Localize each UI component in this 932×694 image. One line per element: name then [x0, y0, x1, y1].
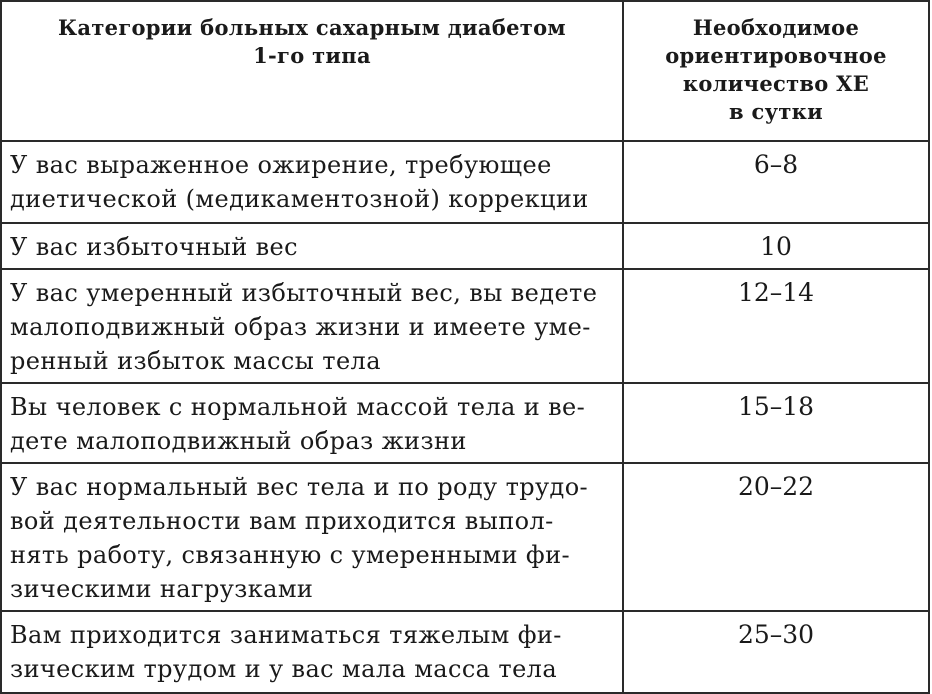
table-row [1, 383, 929, 463]
header-category-line: Категории больных сахарным диабетом [58, 15, 566, 40]
category-line: У вас избыточный вес [10, 233, 298, 261]
category-line: У вас выраженное ожирение, требующее [10, 151, 552, 179]
category-line: зическими нагрузками [10, 575, 314, 603]
category-cell [1, 223, 623, 269]
value-cell: 6–8 [623, 141, 929, 223]
header-amount-line: ориентировочное [665, 43, 887, 68]
category-cell [1, 141, 623, 223]
header-amount [623, 1, 929, 141]
category-line: дете малоподвижный образ жизни [10, 427, 467, 455]
value-cell: 25–30 [623, 611, 929, 693]
value-cell: 20–22 [623, 463, 929, 611]
value-cell: 12–14 [623, 269, 929, 383]
category-line: Вы человек с нормальной массой тела и ве- [10, 393, 586, 421]
category-line: У вас умеренный избыточный вес, вы ведете [10, 279, 598, 307]
table-row [1, 269, 929, 383]
value-cell: 10 [623, 223, 929, 269]
category-cell [1, 463, 623, 611]
table-row [1, 223, 929, 269]
category-cell [1, 269, 623, 383]
table-row [1, 611, 929, 693]
value-cell: 15–18 [623, 383, 929, 463]
table-row [1, 141, 929, 223]
category-line: У вас нормальный вес тела и по роду трудо- [10, 473, 589, 501]
category-line: вой деятельности вам приходится выпол- [10, 507, 554, 535]
header-category-line: 1-го типа [253, 43, 371, 68]
header-amount-line: количество ХЕ [682, 71, 870, 96]
category-line: ренный избыток массы тела [10, 347, 381, 375]
category-cell [1, 611, 623, 693]
category-line: диетической (медикаментозной) коррекции [10, 185, 589, 213]
category-line: малоподвижный образ жизни и имеете уме- [10, 313, 591, 341]
header-category [1, 1, 623, 141]
header-amount-line: в сутки [729, 99, 823, 124]
header-row [1, 1, 929, 141]
header-amount-line: Необходимое [692, 15, 860, 40]
category-line: Вам приходится заниматься тяжелым фи- [10, 621, 562, 649]
table-row [1, 463, 929, 611]
category-cell [1, 383, 623, 463]
category-line: зическим трудом и у вас мала масса тела [10, 655, 558, 683]
category-line: нять работу, связанную с умеренными фи- [10, 541, 570, 569]
